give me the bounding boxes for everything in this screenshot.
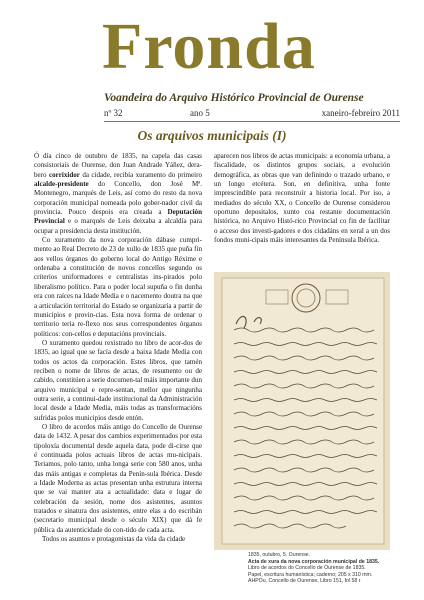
caption-line: Acta de xura da nova corporación municipal de 1835.	[248, 558, 380, 565]
paragraph: O xuramento quedou rexistrado no libro de acor-dos de 1835, ao igual que se facía desde a baixa Idade Media con todos os actos da corporación. Estes libros, que tamén reciben o nome de libros de actas, de resumento ou de cabido, constitúen a serie documen-tal máis importante dun arquivo municipal e repre-sentan, mellor que ningunha outra serie, a continui-dade institucional da Administración local desde a Idade Media, máis todas as transformacións sufridas polos municipios desde entón.	[34, 338, 202, 422]
issue-number: nº 32	[104, 108, 123, 118]
issue-date: xaneiro-febreiro 2011	[321, 108, 400, 118]
caption-line: Libro de acordos do Concello de Ourense de 1835.	[248, 565, 366, 572]
article-title: Os arquivos municipais (I)	[137, 128, 287, 143]
paragraph: Co xuramento da nova corporación dábase cumpri-mento ao Real Decreto de 23 de xullo de 1835 que puña fin aos vellos órganos do goberno local do Antigo Réxime e ordenaba a constitución de novos concellos segundo os criterios uniformadores e centralistas ins-pirados polo liberalismo político. Para o poder local supuña o fin dunha era con raíces na Idade Media e o nacemento doutra na que a articulación territorial do Estado se organizaría a partir de municipios e provin-cias. Esta nova forma de ordenar o territorio tería re-flexo nos seus correspondentes órganos políticos: con-cellos e deputacións provinciais.	[34, 236, 202, 338]
image-caption	[248, 552, 398, 585]
paragraph: aparecen nos libros de actas municipais: a economía urbana, a fiscalidade, os distintos grupos sociais, a evolución demográfica, as obras que van definindo o trazado urbano, e un longo etcétera. Son, en definitiva, unha fonte imprescindible para reconstruír a historia local. Por iso, a mediados do século XX, o Concello de Ourense considerou oportuno depositalos, xunto coa restante documentación histórica, no Arquivo Histó-rico Provincial co fin de facilitar o acceso dos investi-gadores e dos cidadáns en xeral a un dos fondos muni-cipais máis interesantes da Península Ibérica.	[214, 152, 390, 245]
newsletter-subtitle: Voandeira do Arquivo Histórico Provincial de Ourense	[104, 92, 364, 104]
issue-volume: ano 5	[190, 108, 210, 118]
issue-bar	[104, 108, 400, 122]
paragraph: O libro de acordos máis antigo do Concello de Ourense data de 1432. A pesar dos cambios experimentados por esta tipoloxía documental desde aquela data, pode di-cirse que é continuada polos actuais libros de actas mu-nicipais. Teriamos, polo tanto, unha longa serie con 580 anos, unha das máis antigas e completas da Penín-sula Ibérica. Desde a Idade Moderna as actas presentan unha estrutura interna que se vai manter ata a actualidade: data e lugar de celebración da sesión, nome dos asistentes, asuntos tratados e sinatura dos asistentes, entre elas a do escribán (secretario municipal desde o século XIX) que dá fe pública da autenticidade do con-tido de cada acta.	[34, 422, 202, 534]
caption-line: Papel, escritura humanística; caderno; 205 x 310 mm.	[248, 571, 373, 578]
paragraph: Todos os asuntos e protagonistas da vida da cidade	[42, 535, 186, 544]
article-column-left	[34, 152, 202, 544]
paragraph: Ó día cinco de outubro de 1835, na capela das casas consistoriais de Ourense, don Juan Andrade Yáñez, dera-bero corrixidor da cidade, recibía xuramento do primeiro alcalde-presidente do Concello, don José Mª. Montenegro, marqués de Leis, así como do resto da nova corporación municipal nomeada polo gober-nador civil da provincia. Pouco despois era creada a Deputación Provincial e o marqués de Leis deixaba a alcaldía para ocupar a presidencia desta institución.	[34, 152, 202, 235]
newsletter-title: Fronda	[102, 10, 316, 83]
caption-line: AHPOu, Concello de Ourense, Libro 151, fol 58 r	[248, 578, 361, 585]
caption-line: 1835, outubro, 5. Ourense.	[248, 552, 311, 558]
manuscript-image	[214, 272, 390, 550]
manuscript-page-icon	[214, 272, 390, 550]
article-column-right	[214, 152, 390, 245]
